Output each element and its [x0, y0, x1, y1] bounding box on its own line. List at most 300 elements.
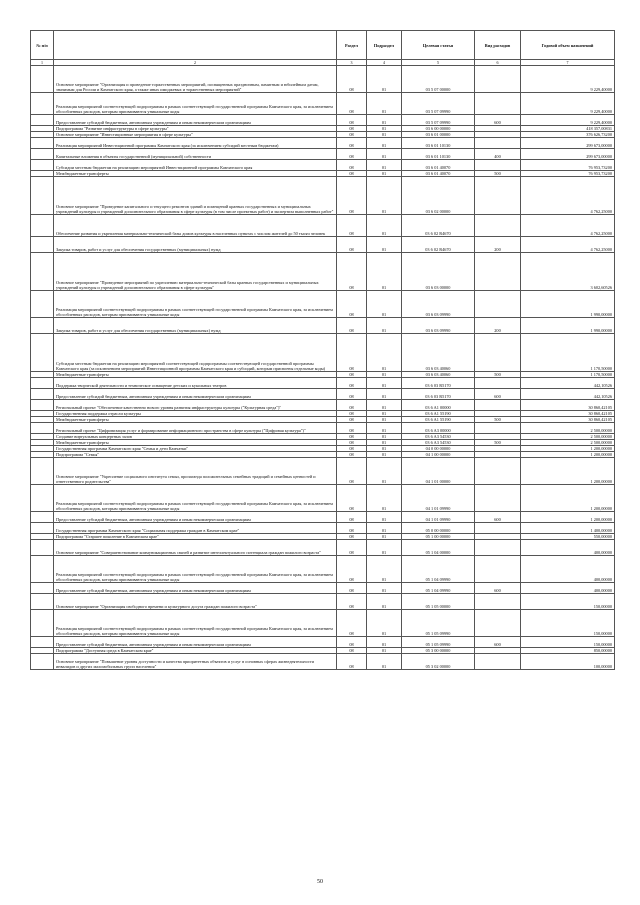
row-expense-cell: 200 — [475, 237, 521, 253]
row-name-cell: Межбюджетные трансферты — [54, 417, 337, 423]
table-row — [31, 485, 615, 512]
row-amount-cell: 3 602,60526 — [521, 253, 615, 291]
row-section-cell: 08 — [337, 132, 367, 138]
row-name-cell: Межбюджетные трансферты — [54, 372, 337, 378]
row-section-cell: 08 — [337, 253, 367, 291]
table-row — [31, 540, 615, 556]
row-amount-cell: 76 953,73200 — [521, 160, 615, 171]
row-name-cell: Межбюджетные трансферты — [54, 440, 337, 446]
row-name-cell: Подпрограмма "Старшее поколение в Камчатском крае" — [54, 534, 337, 540]
row-subsection-cell: 01 — [367, 66, 402, 93]
row-name-cell: Субсидии местным бюджетам на реализацию мероприятий соответствующей подпрограммы соответствующей государственной программы Камчатского края (за исключением мероприятий Инвестиционной программы Камчатского края и субсидий, которым присвоены отдельные коды) — [54, 334, 337, 372]
row-expense-cell: 600 — [475, 583, 521, 594]
row-section-cell: 08 — [337, 215, 367, 237]
row-subsection-cell: 01 — [367, 411, 402, 417]
row-amount-cell: 30 860,42105 — [521, 400, 615, 411]
row-article-cell: 03 6 03 09990 — [402, 318, 475, 334]
row-article-cell: 03 6 01 10130 — [402, 149, 475, 160]
row-num-cell — [31, 556, 54, 583]
row-expense-cell — [475, 610, 521, 637]
row-article-cell: 03 6 02 R4670 — [402, 215, 475, 237]
row-section-cell: 08 — [337, 434, 367, 440]
row-section-cell: 08 — [337, 149, 367, 160]
row-article-cell: 04 1 01 09990 — [402, 485, 475, 512]
index-cell: 5 — [402, 60, 475, 66]
row-section-cell: 08 — [337, 556, 367, 583]
row-section-cell: 08 — [337, 66, 367, 93]
row-section-cell: 08 — [337, 540, 367, 556]
row-article-cell: 05 1 00 00000 — [402, 534, 475, 540]
row-expense-cell — [475, 458, 521, 485]
row-amount-cell: 850,00000 — [521, 648, 615, 654]
table-header-row — [31, 31, 615, 60]
row-subsection-cell: 01 — [367, 423, 402, 434]
row-name-cell: Подпрограмма "Доступная среда в Камчатском крае" — [54, 648, 337, 654]
row-amount-cell: 9 229,40000 — [521, 93, 615, 115]
row-article-cell: 04 0 00 00000 — [402, 446, 475, 452]
row-subsection-cell: 01 — [367, 215, 402, 237]
row-article-cell: 05 1 04 09990 — [402, 583, 475, 594]
row-subsection-cell: 01 — [367, 458, 402, 485]
row-expense-cell — [475, 253, 521, 291]
row-num-cell — [31, 177, 54, 215]
row-name-cell: Обеспечение развития и укрепления материально-технической базы домов культуры в населенных пунктах с числом жителей до 50 тысяч человек — [54, 215, 337, 237]
row-subsection-cell: 01 — [367, 132, 402, 138]
row-subsection-cell: 01 — [367, 291, 402, 318]
row-subsection-cell: 01 — [367, 177, 402, 215]
row-subsection-cell: 01 — [367, 253, 402, 291]
row-name-cell: Подпрограмма "Развитие инфраструктуры в сфере культуры" — [54, 126, 337, 132]
row-name-cell: Основное мероприятие "Организация свободного времени и культурного досуга граждан пожилого возраста" — [54, 594, 337, 610]
row-subsection-cell: 01 — [367, 434, 402, 440]
row-num-cell — [31, 115, 54, 126]
row-article-cell: 03 6 01 00000 — [402, 132, 475, 138]
row-section-cell: 08 — [337, 648, 367, 654]
table-row — [31, 378, 615, 389]
index-cell: 4 — [367, 60, 402, 66]
row-expense-cell: 200 — [475, 318, 521, 334]
row-article-cell: 03 6 A3 00000 — [402, 423, 475, 434]
row-amount-cell: 550,00000 — [521, 534, 615, 540]
row-article-cell: 05 3 00 00000 — [402, 648, 475, 654]
row-amount-cell: 1 400,00000 — [521, 523, 615, 534]
row-amount-cell: 299 673,00000 — [521, 149, 615, 160]
row-expense-cell — [475, 378, 521, 389]
row-amount-cell: 1 200,00000 — [521, 446, 615, 452]
row-amount-cell: 4 762,25000 — [521, 177, 615, 215]
row-expense-cell — [475, 594, 521, 610]
header-section: Раздел — [337, 31, 367, 60]
row-subsection-cell: 01 — [367, 534, 402, 540]
row-article-cell: 05 0 00 00000 — [402, 523, 475, 534]
header-amount: Годовой объем назначений — [521, 31, 615, 60]
row-subsection-cell: 01 — [367, 648, 402, 654]
row-amount-cell: 1 200,00000 — [521, 452, 615, 458]
row-section-cell: 08 — [337, 610, 367, 637]
row-name-cell: Основное мероприятие "Проведение капитального и текущего ремонтов зданий и помещений краевых государственных и муниципальных учреждений культуры и учреждений дополнительного образования в сфере культуры (в том числе проектных работ) и экспертиза выполненных работ" — [54, 177, 337, 215]
row-amount-cell: 30 860,42105 — [521, 417, 615, 423]
row-expense-cell: 600 — [475, 512, 521, 523]
header-expense-type: Вид расходов — [475, 31, 521, 60]
row-subsection-cell: 01 — [367, 138, 402, 149]
index-cell: 6 — [475, 60, 521, 66]
row-num-cell — [31, 215, 54, 237]
row-subsection-cell: 01 — [367, 556, 402, 583]
row-amount-cell: 1 200,00000 — [521, 458, 615, 485]
row-article-cell: 03 6 03 R5170 — [402, 378, 475, 389]
row-section-cell: 08 — [337, 400, 367, 411]
row-num-cell — [31, 610, 54, 637]
row-section-cell: 08 — [337, 452, 367, 458]
row-subsection-cell: 01 — [367, 610, 402, 637]
row-num-cell — [31, 334, 54, 372]
row-article-cell: 03 6 A1 55190 — [402, 417, 475, 423]
row-article-cell: 03 5 07 09990 — [402, 93, 475, 115]
row-amount-cell: 150,00000 — [521, 637, 615, 648]
row-amount-cell: 150,00000 — [521, 594, 615, 610]
table-row — [31, 237, 615, 253]
row-subsection-cell: 01 — [367, 149, 402, 160]
row-name-cell: Реализация мероприятий соответствующей подпрограммы в рамках соответствующей государственной программы Камчатского края, за исключением обособленных расходов, которым присваиваются уникальные коды — [54, 485, 337, 512]
row-amount-cell: 1 990,00000 — [521, 318, 615, 334]
table-row — [31, 66, 615, 93]
row-name-cell: Подпрограмма "Семья" — [54, 452, 337, 458]
row-expense-cell: 500 — [475, 372, 521, 378]
row-section-cell: 08 — [337, 334, 367, 372]
row-section-cell: 08 — [337, 458, 367, 485]
row-amount-cell: 1 990,00000 — [521, 291, 615, 318]
row-article-cell: 03 6 A3 54530 — [402, 440, 475, 446]
row-subsection-cell: 01 — [367, 126, 402, 132]
table-row — [31, 334, 615, 372]
row-expense-cell — [475, 523, 521, 534]
table-row — [31, 423, 615, 434]
row-amount-cell: 418 357,00831 — [521, 126, 615, 132]
row-amount-cell: 2 500,00000 — [521, 440, 615, 446]
row-section-cell: 08 — [337, 654, 367, 670]
table-row — [31, 138, 615, 149]
row-name-cell: Основное мероприятие "Организация и проведение торжественных мероприятий, посвященных праздничным, памятным и юбилейным датам, значимым для России и Камчатского края, а также иных имиджевых и торжественных мероприятий" — [54, 66, 337, 93]
page-number: 50 — [317, 879, 323, 885]
row-name-cell: Предоставление субсидий бюджетным, автономным учреждениям и иным некоммерческим организациям — [54, 637, 337, 648]
row-amount-cell: 400,00000 — [521, 540, 615, 556]
row-subsection-cell: 01 — [367, 160, 402, 171]
row-num-cell — [31, 458, 54, 485]
row-section-cell: 08 — [337, 389, 367, 400]
row-amount-cell: 4 762,25000 — [521, 215, 615, 237]
row-expense-cell — [475, 654, 521, 670]
row-expense-cell — [475, 66, 521, 93]
row-expense-cell: 600 — [475, 389, 521, 400]
table-row — [31, 318, 615, 334]
row-name-cell: Реализация мероприятий Инвестиционной программы Камчатского края (за исключением субсидий местным бюджетам) — [54, 138, 337, 149]
row-article-cell: 03 6 03 40060 — [402, 372, 475, 378]
budget-table — [30, 30, 615, 670]
row-expense-cell: 600 — [475, 637, 521, 648]
row-name-cell: Субсидии местным бюджетам на реализацию мероприятий Инвестиционной программы Камчатского края — [54, 160, 337, 171]
row-subsection-cell: 01 — [367, 417, 402, 423]
row-amount-cell: 400,00000 — [521, 556, 615, 583]
row-section-cell: 08 — [337, 291, 367, 318]
row-subsection-cell: 01 — [367, 237, 402, 253]
row-article-cell: 03 6 01 10130 — [402, 138, 475, 149]
row-name-cell: Капитальные вложения в объекты государственной (муниципальной) собственности — [54, 149, 337, 160]
row-expense-cell — [475, 556, 521, 583]
row-subsection-cell: 01 — [367, 115, 402, 126]
row-name-cell: Предоставление субсидий бюджетным, автономным учреждениям и иным некоммерческим организациям — [54, 512, 337, 523]
row-amount-cell: 9 229,40000 — [521, 66, 615, 93]
row-num-cell — [31, 523, 54, 534]
row-expense-cell: 400 — [475, 149, 521, 160]
row-article-cell: 03 6 03 09990 — [402, 291, 475, 318]
row-subsection-cell: 01 — [367, 446, 402, 452]
row-num-cell — [31, 291, 54, 318]
row-section-cell: 08 — [337, 534, 367, 540]
row-num-cell — [31, 93, 54, 115]
row-section-cell: 08 — [337, 160, 367, 171]
row-name-cell: Предоставление субсидий бюджетным, автономным учреждениям и иным некоммерческим организациям — [54, 115, 337, 126]
row-article-cell: 05 1 05 09990 — [402, 610, 475, 637]
row-expense-cell: 500 — [475, 417, 521, 423]
table-row — [31, 610, 615, 637]
row-amount-cell: 442,10526 — [521, 378, 615, 389]
table-row — [31, 556, 615, 583]
table-row — [31, 458, 615, 485]
row-num-cell — [31, 485, 54, 512]
row-section-cell: 08 — [337, 372, 367, 378]
table-row — [31, 215, 615, 237]
row-section-cell: 08 — [337, 237, 367, 253]
row-subsection-cell: 01 — [367, 334, 402, 372]
table-row — [31, 115, 615, 126]
row-article-cell: 03 5 07 09990 — [402, 115, 475, 126]
row-name-cell: Основное мероприятие "Инвестиционные мероприятия в сфере культуры" — [54, 132, 337, 138]
row-expense-cell — [475, 138, 521, 149]
row-name-cell: Основное мероприятие "Повышение уровня доступности и качества приоритетных объектов и услуг в основных сферах жизнедеятельности инвалидов и других маломобильных групп населения" — [54, 654, 337, 670]
row-amount-cell: 299 673,00000 — [521, 138, 615, 149]
row-amount-cell: 1 170,50000 — [521, 372, 615, 378]
row-article-cell: 03 6 03 R5170 — [402, 389, 475, 400]
row-amount-cell: 9 229,40000 — [521, 115, 615, 126]
row-num-cell — [31, 237, 54, 253]
row-article-cell: 05 1 04 09990 — [402, 556, 475, 583]
row-name-cell: Реализация мероприятий соответствующей подпрограммы в рамках соответствующей государственной программы Камчатского края, за исключением обособленных расходов, которым присваиваются уникальные коды — [54, 556, 337, 583]
row-section-cell: 08 — [337, 440, 367, 446]
row-article-cell: 03 6 A1 00000 — [402, 400, 475, 411]
header-article: Целевая статья — [402, 31, 475, 60]
row-num-cell — [31, 160, 54, 171]
row-amount-cell: 376 626,73200 — [521, 132, 615, 138]
table-row — [31, 291, 615, 318]
row-num-cell — [31, 66, 54, 93]
table-row — [31, 389, 615, 400]
row-section-cell: 08 — [337, 423, 367, 434]
row-section-cell: 08 — [337, 126, 367, 132]
row-section-cell: 08 — [337, 583, 367, 594]
row-expense-cell — [475, 291, 521, 318]
row-expense-cell — [475, 93, 521, 115]
row-name-cell: Предоставление субсидий бюджетным, автономным учреждениям и иным некоммерческим организациям — [54, 389, 337, 400]
row-article-cell: 03 6 A1 55190 — [402, 411, 475, 417]
row-subsection-cell: 01 — [367, 93, 402, 115]
row-section-cell: 08 — [337, 318, 367, 334]
row-section-cell: 08 — [337, 411, 367, 417]
table-row — [31, 149, 615, 160]
table-row — [31, 654, 615, 670]
row-section-cell: 08 — [337, 485, 367, 512]
row-article-cell: 05 3 02 00000 — [402, 654, 475, 670]
row-num-cell — [31, 400, 54, 411]
row-article-cell: 05 1 05 09990 — [402, 637, 475, 648]
row-subsection-cell: 01 — [367, 389, 402, 400]
row-name-cell: Закупка товаров, работ и услуг для обеспечения государственных (муниципальных) нужд — [54, 318, 337, 334]
row-subsection-cell: 01 — [367, 440, 402, 446]
row-subsection-cell: 01 — [367, 594, 402, 610]
row-expense-cell: 500 — [475, 171, 521, 177]
row-num-cell — [31, 583, 54, 594]
row-article-cell: 03 6 01 40070 — [402, 171, 475, 177]
row-amount-cell: 2 500,00000 — [521, 423, 615, 434]
row-expense-cell — [475, 485, 521, 512]
row-num-cell — [31, 654, 54, 670]
row-subsection-cell: 01 — [367, 452, 402, 458]
row-name-cell: Межбюджетные трансферты — [54, 171, 337, 177]
row-expense-cell: 500 — [475, 440, 521, 446]
row-name-cell: Реализация мероприятий соответствующей подпрограммы в рамках соответствующей государственной программы Камчатского края, за исключением обособленных расходов, которым присваиваются уникальные коды — [54, 93, 337, 115]
row-expense-cell — [475, 400, 521, 411]
row-article-cell: 03 6 01 40070 — [402, 160, 475, 171]
table-row — [31, 160, 615, 171]
row-amount-cell: 1 200,00000 — [521, 512, 615, 523]
row-section-cell: 08 — [337, 378, 367, 389]
row-article-cell: 04 1 01 09990 — [402, 512, 475, 523]
row-amount-cell: 400,00000 — [521, 583, 615, 594]
index-cell: 1 — [31, 60, 54, 66]
row-article-cell: 05 1 05 00000 — [402, 594, 475, 610]
row-amount-cell: 30 860,42105 — [521, 411, 615, 417]
row-amount-cell: 2 500,00000 — [521, 434, 615, 440]
row-section-cell: 08 — [337, 115, 367, 126]
row-subsection-cell: 01 — [367, 637, 402, 648]
row-num-cell — [31, 138, 54, 149]
row-num-cell — [31, 253, 54, 291]
row-num-cell — [31, 637, 54, 648]
row-article-cell: 03 6 A3 54530 — [402, 434, 475, 440]
row-subsection-cell: 01 — [367, 540, 402, 556]
row-article-cell: 04 1 01 00000 — [402, 458, 475, 485]
table-row — [31, 594, 615, 610]
table-row — [31, 253, 615, 291]
row-num-cell — [31, 594, 54, 610]
row-section-cell: 08 — [337, 138, 367, 149]
row-amount-cell: 1 200,00000 — [521, 485, 615, 512]
row-article-cell: 03 6 02 00000 — [402, 177, 475, 215]
row-subsection-cell: 01 — [367, 318, 402, 334]
row-subsection-cell: 01 — [367, 512, 402, 523]
row-expense-cell — [475, 160, 521, 171]
row-subsection-cell: 01 — [367, 400, 402, 411]
row-article-cell: 03 5 07 00000 — [402, 66, 475, 93]
row-num-cell — [31, 318, 54, 334]
row-article-cell: 05 1 04 00000 — [402, 540, 475, 556]
table-row — [31, 637, 615, 648]
row-section-cell: 08 — [337, 523, 367, 534]
row-num-cell — [31, 423, 54, 434]
header-name — [54, 31, 337, 60]
row-expense-cell — [475, 423, 521, 434]
row-subsection-cell: 01 — [367, 372, 402, 378]
row-expense-cell — [475, 334, 521, 372]
row-subsection-cell: 01 — [367, 485, 402, 512]
row-name-cell: Государственная программа Камчатского края "Социальная поддержка граждан в Камчатском крае" — [54, 523, 337, 534]
table-row — [31, 523, 615, 534]
row-num-cell — [31, 378, 54, 389]
table-row — [31, 583, 615, 594]
row-name-cell: Государственная поддержка отрасли культуры — [54, 411, 337, 417]
row-num-cell — [31, 149, 54, 160]
row-name-cell: Предоставление субсидий бюджетным, автономным учреждениям и иным некоммерческим организациям — [54, 583, 337, 594]
row-section-cell: 08 — [337, 446, 367, 452]
row-expense-cell: 600 — [475, 115, 521, 126]
index-cell: 7 — [521, 60, 615, 66]
row-amount-cell: 100,00000 — [521, 654, 615, 670]
table-row — [31, 93, 615, 115]
row-subsection-cell: 01 — [367, 654, 402, 670]
row-subsection-cell: 01 — [367, 583, 402, 594]
row-num-cell — [31, 389, 54, 400]
row-name-cell: Государственная программа Камчатского края "Семья и дети Камчатки" — [54, 446, 337, 452]
row-name-cell: Региональный проект "Цифровизация услуг и формирование информационного пространства в сфере культуры ("Цифровая культура")" — [54, 423, 337, 434]
row-amount-cell: 442,10526 — [521, 389, 615, 400]
row-section-cell: 08 — [337, 171, 367, 177]
row-section-cell: 08 — [337, 177, 367, 215]
row-subsection-cell: 01 — [367, 378, 402, 389]
row-name-cell: Создание виртуальных концертных залов — [54, 434, 337, 440]
row-section-cell: 08 — [337, 417, 367, 423]
row-name-cell: Реализация мероприятий соответствующей подпрограммы в рамках соответствующей государственной программы Камчатского края, за исключением обособленных расходов, которым присваиваются уникальные коды — [54, 610, 337, 637]
row-amount-cell: 76 953,73200 — [521, 171, 615, 177]
row-subsection-cell: 01 — [367, 171, 402, 177]
row-num-cell — [31, 540, 54, 556]
budget-sheet — [30, 30, 614, 670]
row-article-cell: 03 6 03 00000 — [402, 253, 475, 291]
row-num-cell — [31, 512, 54, 523]
table-row — [31, 400, 615, 411]
row-expense-cell — [475, 177, 521, 215]
row-amount-cell: 150,00000 — [521, 610, 615, 637]
row-amount-cell: 4 762,25000 — [521, 237, 615, 253]
table-row — [31, 512, 615, 523]
row-article-cell: 03 6 02 R4670 — [402, 237, 475, 253]
table-row — [31, 177, 615, 215]
table-body — [31, 66, 615, 670]
row-section-cell: 08 — [337, 594, 367, 610]
row-article-cell: 03 6 03 40060 — [402, 334, 475, 372]
row-name-cell: Основное мероприятие "Проведение мероприятий по укреплению материально-технической базы краевых государственных и муниципальных учреждений культуры и учреждений дополнительного образования в сфере культуры" — [54, 253, 337, 291]
row-section-cell: 08 — [337, 93, 367, 115]
index-cell: 3 — [337, 60, 367, 66]
row-name-cell: Региональный проект "Обеспечение качественно нового уровня развития инфраструктуры культуры ("Культурная среда")" — [54, 400, 337, 411]
row-name-cell: Реализация мероприятий соответствующей подпрограммы в рамках соответствующей государственной программы Камчатского края, за исключением обособленных расходов, которым присваиваются уникальные коды — [54, 291, 337, 318]
row-section-cell: 08 — [337, 512, 367, 523]
header-subsection: Подраздел — [367, 31, 402, 60]
row-expense-cell — [475, 215, 521, 237]
row-name-cell: Основное мероприятие "Совершенствование коммуникационных связей и развитие интеллектуального потенциала граждан пожилого возраста" — [54, 540, 337, 556]
row-subsection-cell: 01 — [367, 523, 402, 534]
row-section-cell: 08 — [337, 637, 367, 648]
header-num: № п/п — [31, 31, 54, 60]
index-cell: 2 — [54, 60, 337, 66]
